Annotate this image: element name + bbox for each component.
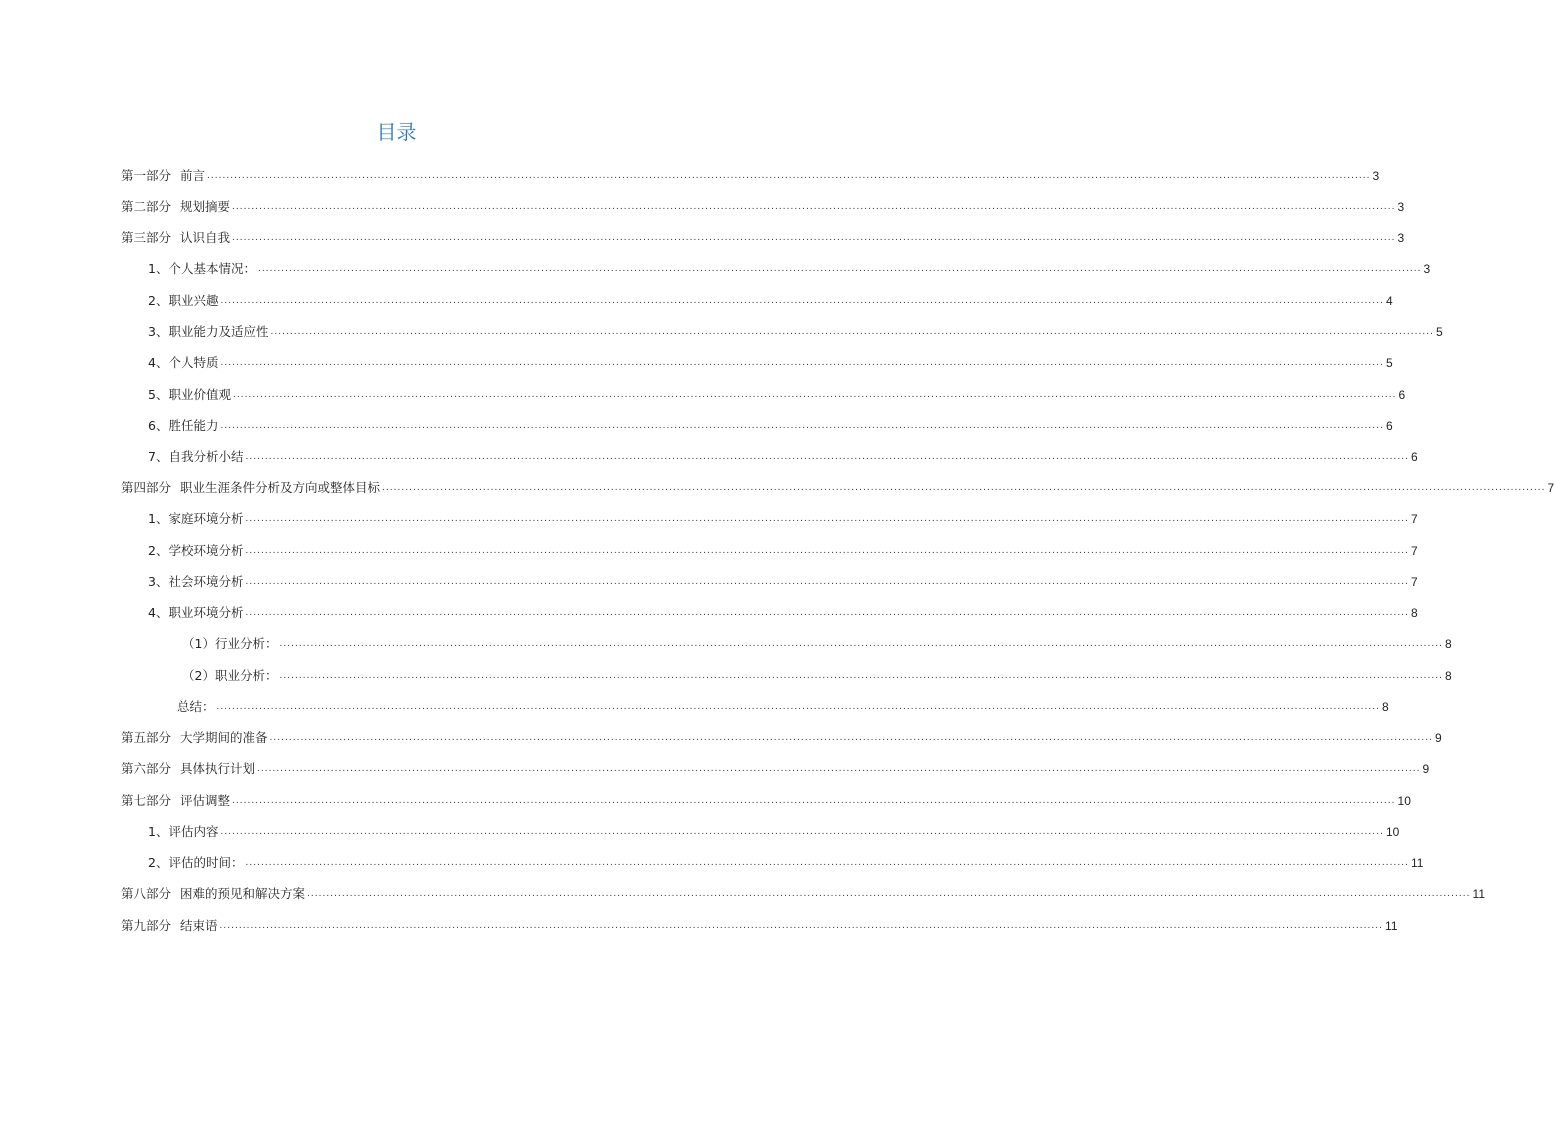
toc-entry-page: 5 [1385, 356, 1393, 370]
toc-entry[interactable] [121, 904, 1398, 935]
toc-entry-part: 第一部分 [121, 168, 172, 183]
dot-leader: ............................................................................................................................................................................................................................................................................................................ [245, 513, 1409, 524]
dot-leader: ............................................................................................................................................................................................................................................................................................................ [279, 638, 1443, 649]
toc-entry[interactable] [182, 622, 1452, 653]
toc-entry[interactable] [182, 654, 1452, 685]
toc-entry[interactable] [148, 247, 1431, 278]
dot-leader: ............................................................................................................................................................................................................................................................................................................ [232, 795, 1396, 806]
toc-entry[interactable] [121, 154, 1380, 185]
toc-entry[interactable] [121, 747, 1430, 778]
dot-leader: ............................................................................................................................................................................................................................................................................................................ [220, 295, 1384, 306]
toc-entry-text: 规划摘要 [180, 199, 231, 214]
toc-entry-part: 第三部分 [121, 230, 172, 245]
toc-entry[interactable] [148, 279, 1393, 310]
toc-entry[interactable] [148, 310, 1443, 341]
toc-entry-page: 4 [1385, 294, 1393, 308]
toc-entry-part: 第七部分 [121, 793, 172, 808]
toc-entry[interactable] [121, 216, 1405, 247]
toc-entry[interactable] [148, 373, 1406, 404]
toc-entry-text: 大学期间的准备 [180, 730, 268, 745]
toc-entry-page: 10 [1385, 825, 1400, 839]
toc-entry-label: （1）行业分析： [182, 636, 278, 651]
dot-leader: ............................................................................................................................................................................................................................................................................................................ [257, 763, 1421, 774]
toc-entry-label [121, 760, 257, 778]
toc-entry-part: 第六部分 [121, 761, 172, 776]
toc-entry-page: 6 [1385, 419, 1393, 433]
dot-leader: ............................................................................................................................................................................................................................................................................................................ [269, 732, 1434, 743]
toc-entry-label [121, 885, 307, 903]
toc-entry[interactable] [148, 435, 1418, 466]
dot-leader: ............................................................................................................................................................................................................................................................................................................ [245, 451, 1409, 462]
toc-entry[interactable] [148, 560, 1418, 591]
toc-entry-label: 4、个人特质 [148, 355, 219, 370]
toc-entry-label: 2、评估的时间： [148, 855, 244, 870]
toc-entry-page: 7 [1410, 575, 1418, 589]
toc-entry-text: 认识自我 [180, 230, 231, 245]
toc-title: 目录 [376, 120, 417, 144]
dot-leader: ............................................................................................................................................................................................................................................................................................................ [207, 170, 1371, 181]
toc-entry-label: 2、学校环境分析 [148, 543, 244, 558]
toc-entry[interactable] [148, 404, 1393, 435]
toc-entry-label: 6、胜任能力 [148, 418, 219, 433]
toc-entry-page: 3 [1423, 262, 1431, 276]
toc-entry[interactable] [148, 497, 1418, 528]
toc-entry-page: 8 [1444, 669, 1452, 683]
toc-entry-page: 11 [1385, 919, 1398, 933]
toc-entry-label: 2、职业兴趣 [148, 293, 219, 308]
toc-entry[interactable] [148, 810, 1400, 841]
toc-entry-page: 3 [1397, 231, 1405, 245]
toc-entry-page: 7 [1547, 481, 1554, 495]
toc-entry-part: 第五部分 [121, 730, 172, 745]
toc-entry-label [121, 198, 232, 216]
toc-entry-label [121, 729, 270, 747]
dot-leader: ............................................................................................................................................................................................................................................................................................................ [307, 888, 1471, 899]
toc-entry[interactable] [177, 685, 1389, 716]
dot-leader: ............................................................................................................................................................................................................................................................................................................ [257, 263, 1422, 274]
dot-leader: ............................................................................................................................................................................................................................................................................................................ [270, 326, 1434, 337]
toc-entry-page: 3 [1397, 200, 1405, 214]
toc-entry-label: 1、家庭环境分析 [148, 511, 244, 526]
toc-entry-page: 6 [1398, 388, 1406, 402]
toc-entry-page: 7 [1410, 512, 1418, 526]
toc-entry-label: （2）职业分析： [182, 668, 278, 683]
dot-leader: ............................................................................................................................................................................................................................................................................................................ [232, 201, 1396, 212]
toc-entry[interactable] [121, 466, 1554, 497]
toc-entry-label: 5、职业价值观 [148, 387, 231, 402]
toc-entry-label: 1、个人基本情况： [148, 261, 256, 276]
toc-entry-part: 第八部分 [121, 886, 172, 901]
toc-entry-page: 6 [1410, 450, 1418, 464]
dot-leader: ............................................................................................................................................................................................................................................................................................................ [220, 357, 1384, 368]
toc-entry-page: 10 [1397, 794, 1411, 808]
toc-entry-part: 第四部分 [121, 480, 172, 495]
toc-entry[interactable] [148, 841, 1424, 872]
toc-entry-page: 9 [1435, 731, 1442, 745]
toc-entry[interactable] [148, 341, 1393, 372]
toc-entry-label [121, 917, 220, 935]
toc-entry-text: 职业生涯条件分析及方向或整体目标 [180, 480, 381, 495]
toc-entry-label: 总结： [177, 699, 215, 714]
toc-entry[interactable] [121, 185, 1405, 216]
toc-entry-label: 1、评估内容 [148, 824, 219, 839]
toc-entry-text: 前言 [180, 168, 206, 183]
dot-leader: ............................................................................................................................................................................................................................................................................................................ [220, 420, 1384, 431]
toc-entry-label: 3、社会环境分析 [148, 574, 244, 589]
toc-entry-text: 具体执行计划 [180, 761, 256, 776]
toc-entry-part: 第二部分 [121, 199, 172, 214]
toc-entry-label: 7、自我分析小结 [148, 449, 244, 464]
toc-entry-label: 4、职业环境分析 [148, 605, 244, 620]
toc-entry-label [121, 479, 382, 497]
dot-leader: ............................................................................................................................................................................................................................................................................................................ [245, 576, 1409, 587]
dot-leader: ............................................................................................................................................................................................................................................................................................................ [220, 826, 1384, 837]
toc-entry-label [121, 229, 232, 247]
dot-leader: ............................................................................................................................................................................................................................................................................................................ [279, 670, 1443, 681]
toc-entry-page: 11 [1410, 856, 1424, 870]
toc-entry-page: 5 [1435, 325, 1443, 339]
toc-entry[interactable] [121, 716, 1442, 747]
toc-entry-label: 3、职业能力及适应性 [148, 324, 269, 339]
toc-entry-page: 7 [1410, 544, 1418, 558]
toc-entry-label [121, 167, 207, 185]
dot-leader: ............................................................................................................................................................................................................................................................................................................ [245, 545, 1409, 556]
toc-entry-page: 8 [1410, 606, 1418, 620]
toc-entry-part: 第九部分 [121, 918, 172, 933]
toc-entry-page: 8 [1382, 700, 1389, 714]
toc-entry-page: 8 [1444, 637, 1452, 651]
toc-entry-label [121, 792, 232, 810]
toc-entry[interactable] [148, 591, 1418, 622]
toc-entry-text: 评估调整 [180, 793, 231, 808]
toc-entry[interactable] [148, 529, 1418, 560]
dot-leader: ............................................................................................................................................................................................................................................................................................................ [382, 482, 1546, 493]
toc-entry-text: 结束语 [180, 918, 218, 933]
toc-entry-page: 11 [1472, 887, 1485, 901]
dot-leader: ............................................................................................................................................................................................................................................................................................................ [245, 607, 1409, 618]
dot-leader: ............................................................................................................................................................................................................................................................................................................ [219, 920, 1384, 931]
toc-entry[interactable] [121, 779, 1411, 810]
toc-entry-text: 困难的预见和解决方案 [180, 886, 306, 901]
dot-leader: ............................................................................................................................................................................................................................................................................................................ [232, 232, 1396, 243]
toc-entry-page: 9 [1422, 762, 1430, 776]
dot-leader: ............................................................................................................................................................................................................................................................................................................ [216, 701, 1381, 712]
dot-leader: ............................................................................................................................................................................................................................................................................................................ [232, 389, 1397, 400]
toc-entry[interactable] [121, 872, 1485, 903]
dot-leader: ............................................................................................................................................................................................................................................................................................................ [245, 857, 1409, 868]
toc-entry-page: 3 [1372, 169, 1380, 183]
